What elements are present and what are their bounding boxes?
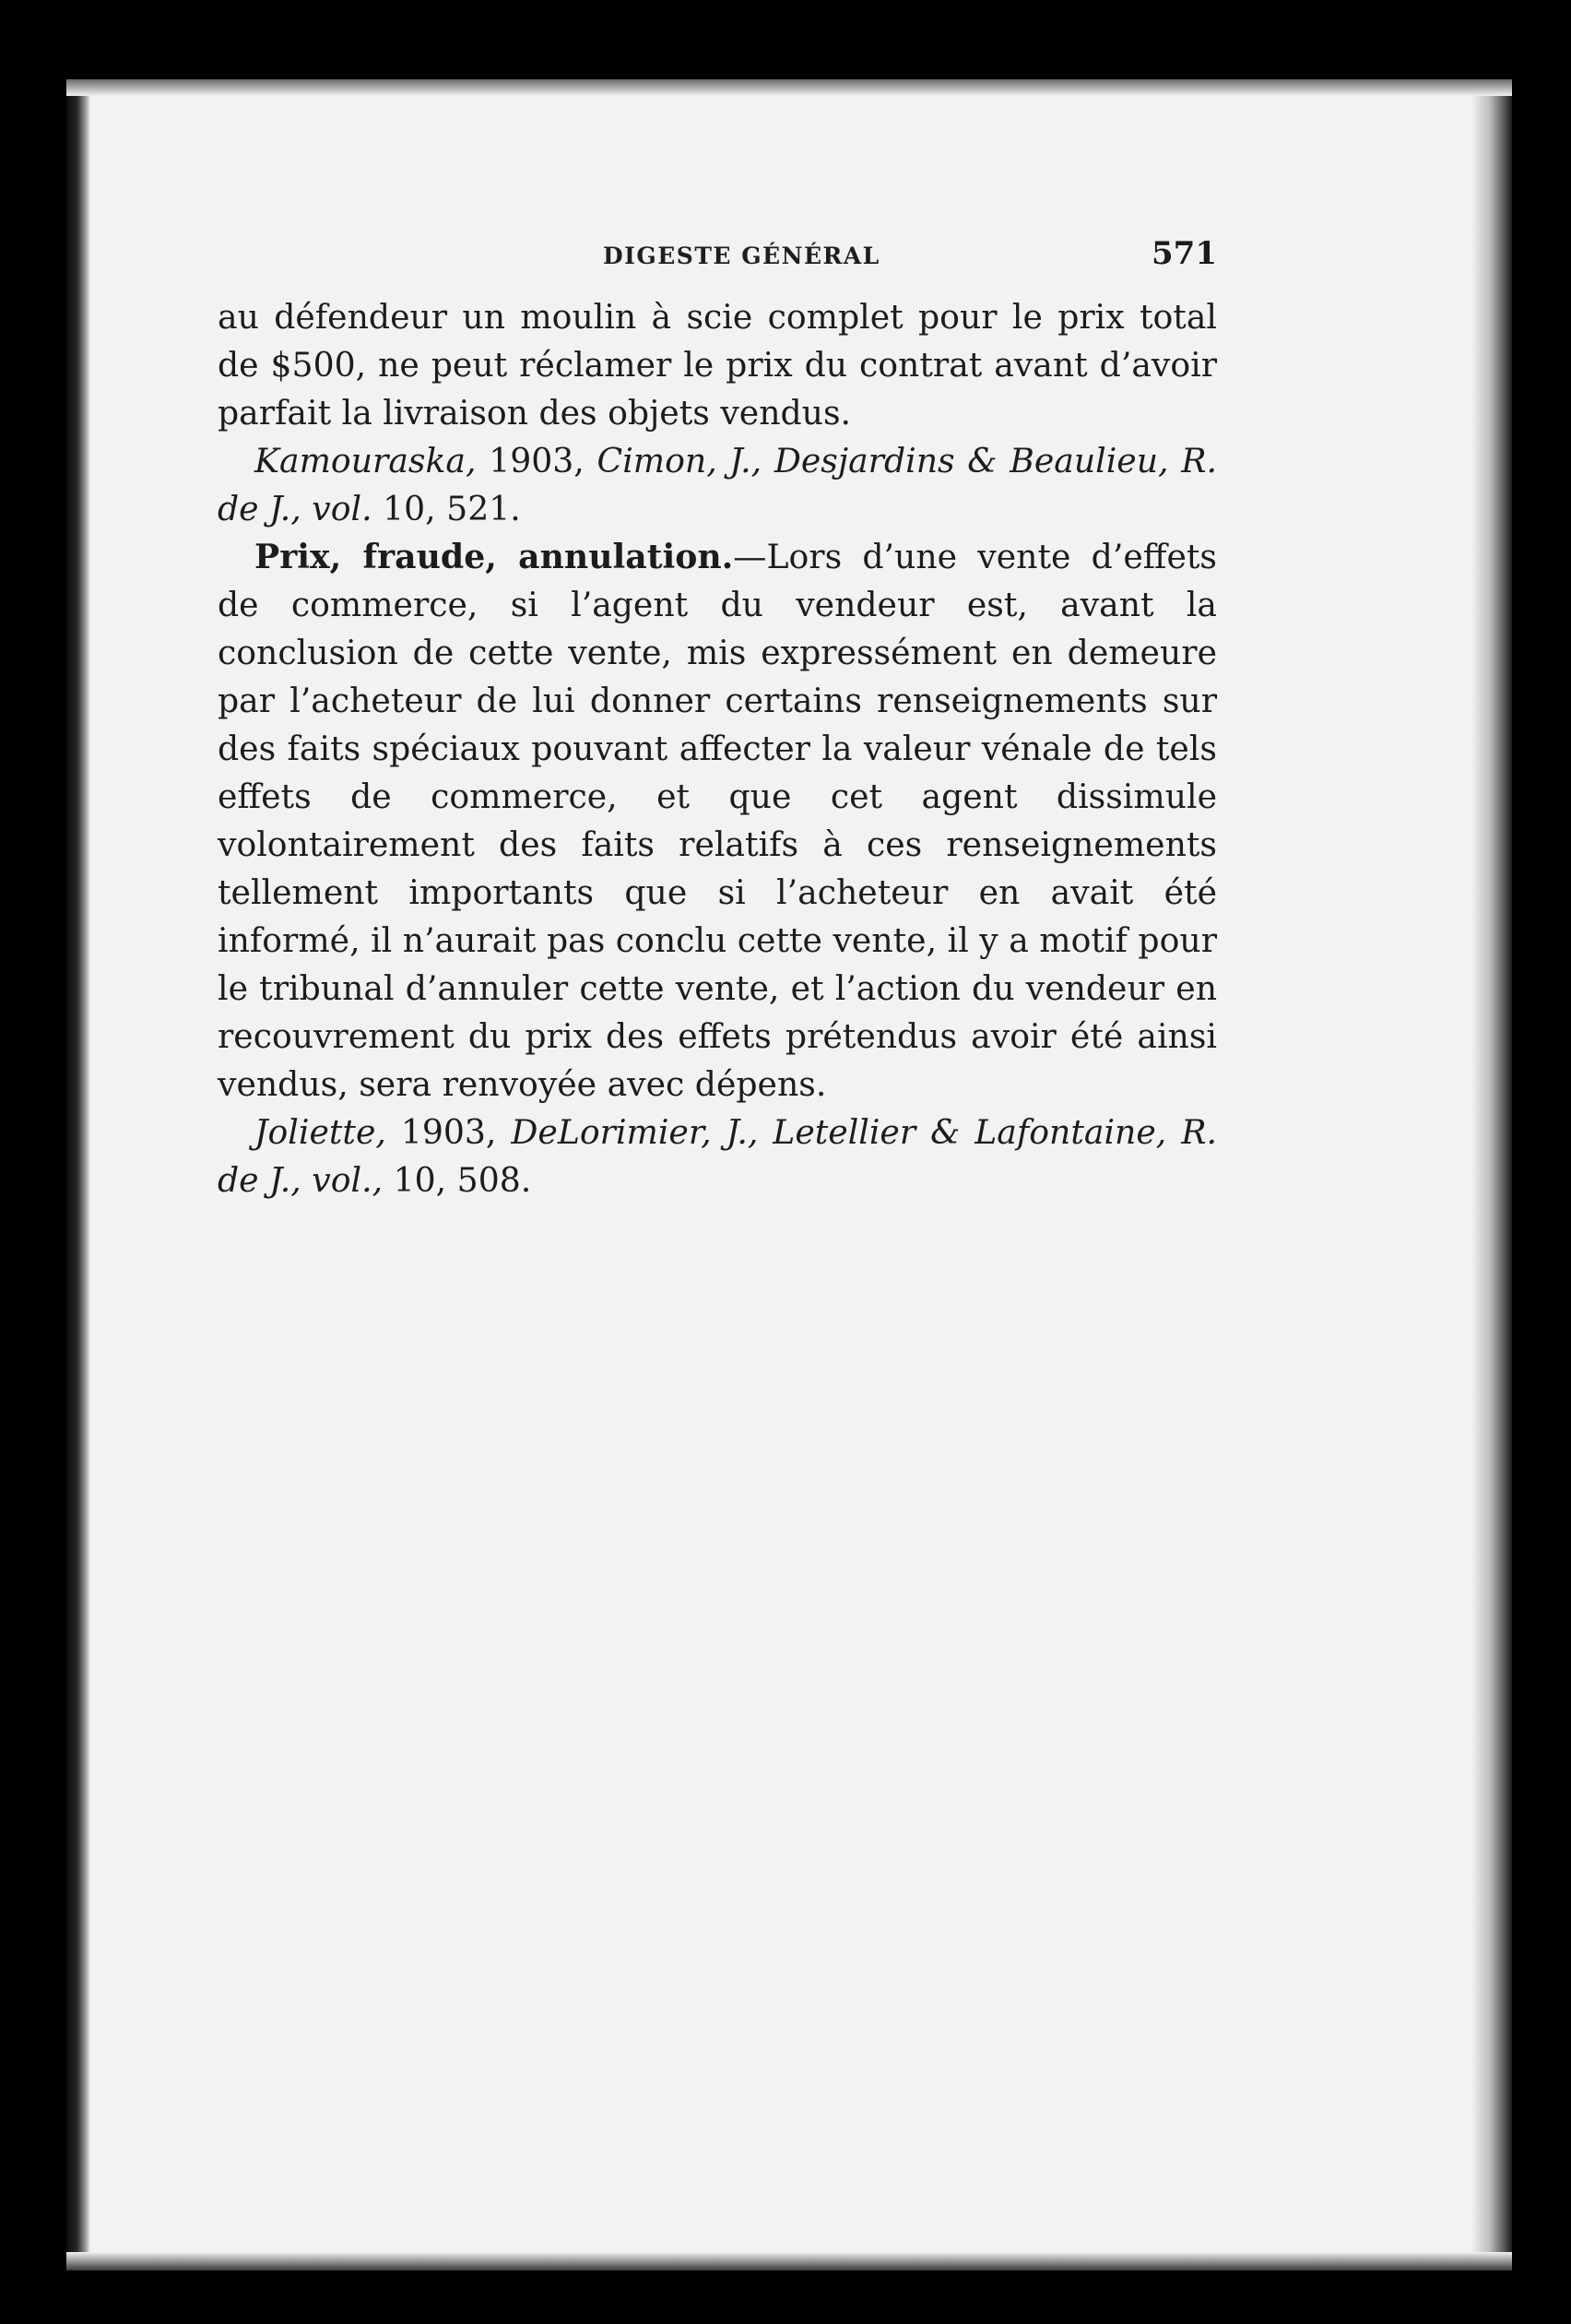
citation-place: Kamouraska, bbox=[254, 441, 477, 480]
paragraph-continuation: au défendeur un moulin à scie complet pour le prix total de $500, ne peut réclamer le prix du contrat avant d’avoir parfait la livraison des objets vendus. bbox=[218, 297, 1217, 433]
citation-year: 1903, bbox=[476, 441, 597, 480]
citation-joliette bbox=[218, 1109, 1217, 1204]
entry-text: —Lors d’une vente d’effets de commerce, si l’agent du vendeur est, avant la conclusion de cette vente, mis expressément en demeure par l’acheteur de lui donner certains renseignements sur des faits spéciaux pouvant affecter la valeur vénale de tels effets de commerce, et que cet agent dissimule volontairement des faits relatifs à ces renseignements tellement importants que si l’acheteur en avait été informé, il n’aurait pas conclu cette vente, il y a motif pour le tribunal d’annuler cette vente, et l’action du vendeur en recouvrement du prix des effets prétendus avoir été ainsi vendus, sera renvoyée avec dépens. bbox=[218, 537, 1217, 1104]
citation-place: Joliette, bbox=[254, 1112, 386, 1152]
citation-reference: 10, 521. bbox=[372, 489, 521, 528]
page-body bbox=[218, 293, 1217, 1204]
paragraph-prix-fraude bbox=[218, 533, 1217, 1109]
page-gutter-shadow bbox=[66, 79, 90, 2271]
top-edge-shadow bbox=[66, 79, 1512, 96]
citation-reference: 10, 508. bbox=[383, 1160, 532, 1200]
page-edge-shadow bbox=[1471, 79, 1512, 2271]
citation-judges: Cimon, J., Desjardins & Beaulieu, R. de J., vol. bbox=[218, 441, 1217, 528]
citation-kamouraska bbox=[218, 437, 1217, 533]
page-header bbox=[218, 235, 1217, 281]
citation-year: 1903, bbox=[385, 1112, 512, 1152]
citation-judges: DeLorimier, J., Letellier & Lafontaine, R. de J., vol., bbox=[218, 1112, 1218, 1200]
running-head: DIGESTE GÉNÉRAL bbox=[603, 243, 880, 269]
page-number: 571 bbox=[1152, 235, 1217, 272]
bottom-edge-shadow bbox=[66, 2252, 1512, 2271]
entry-headword: Prix, fraude, annulation. bbox=[254, 537, 734, 576]
